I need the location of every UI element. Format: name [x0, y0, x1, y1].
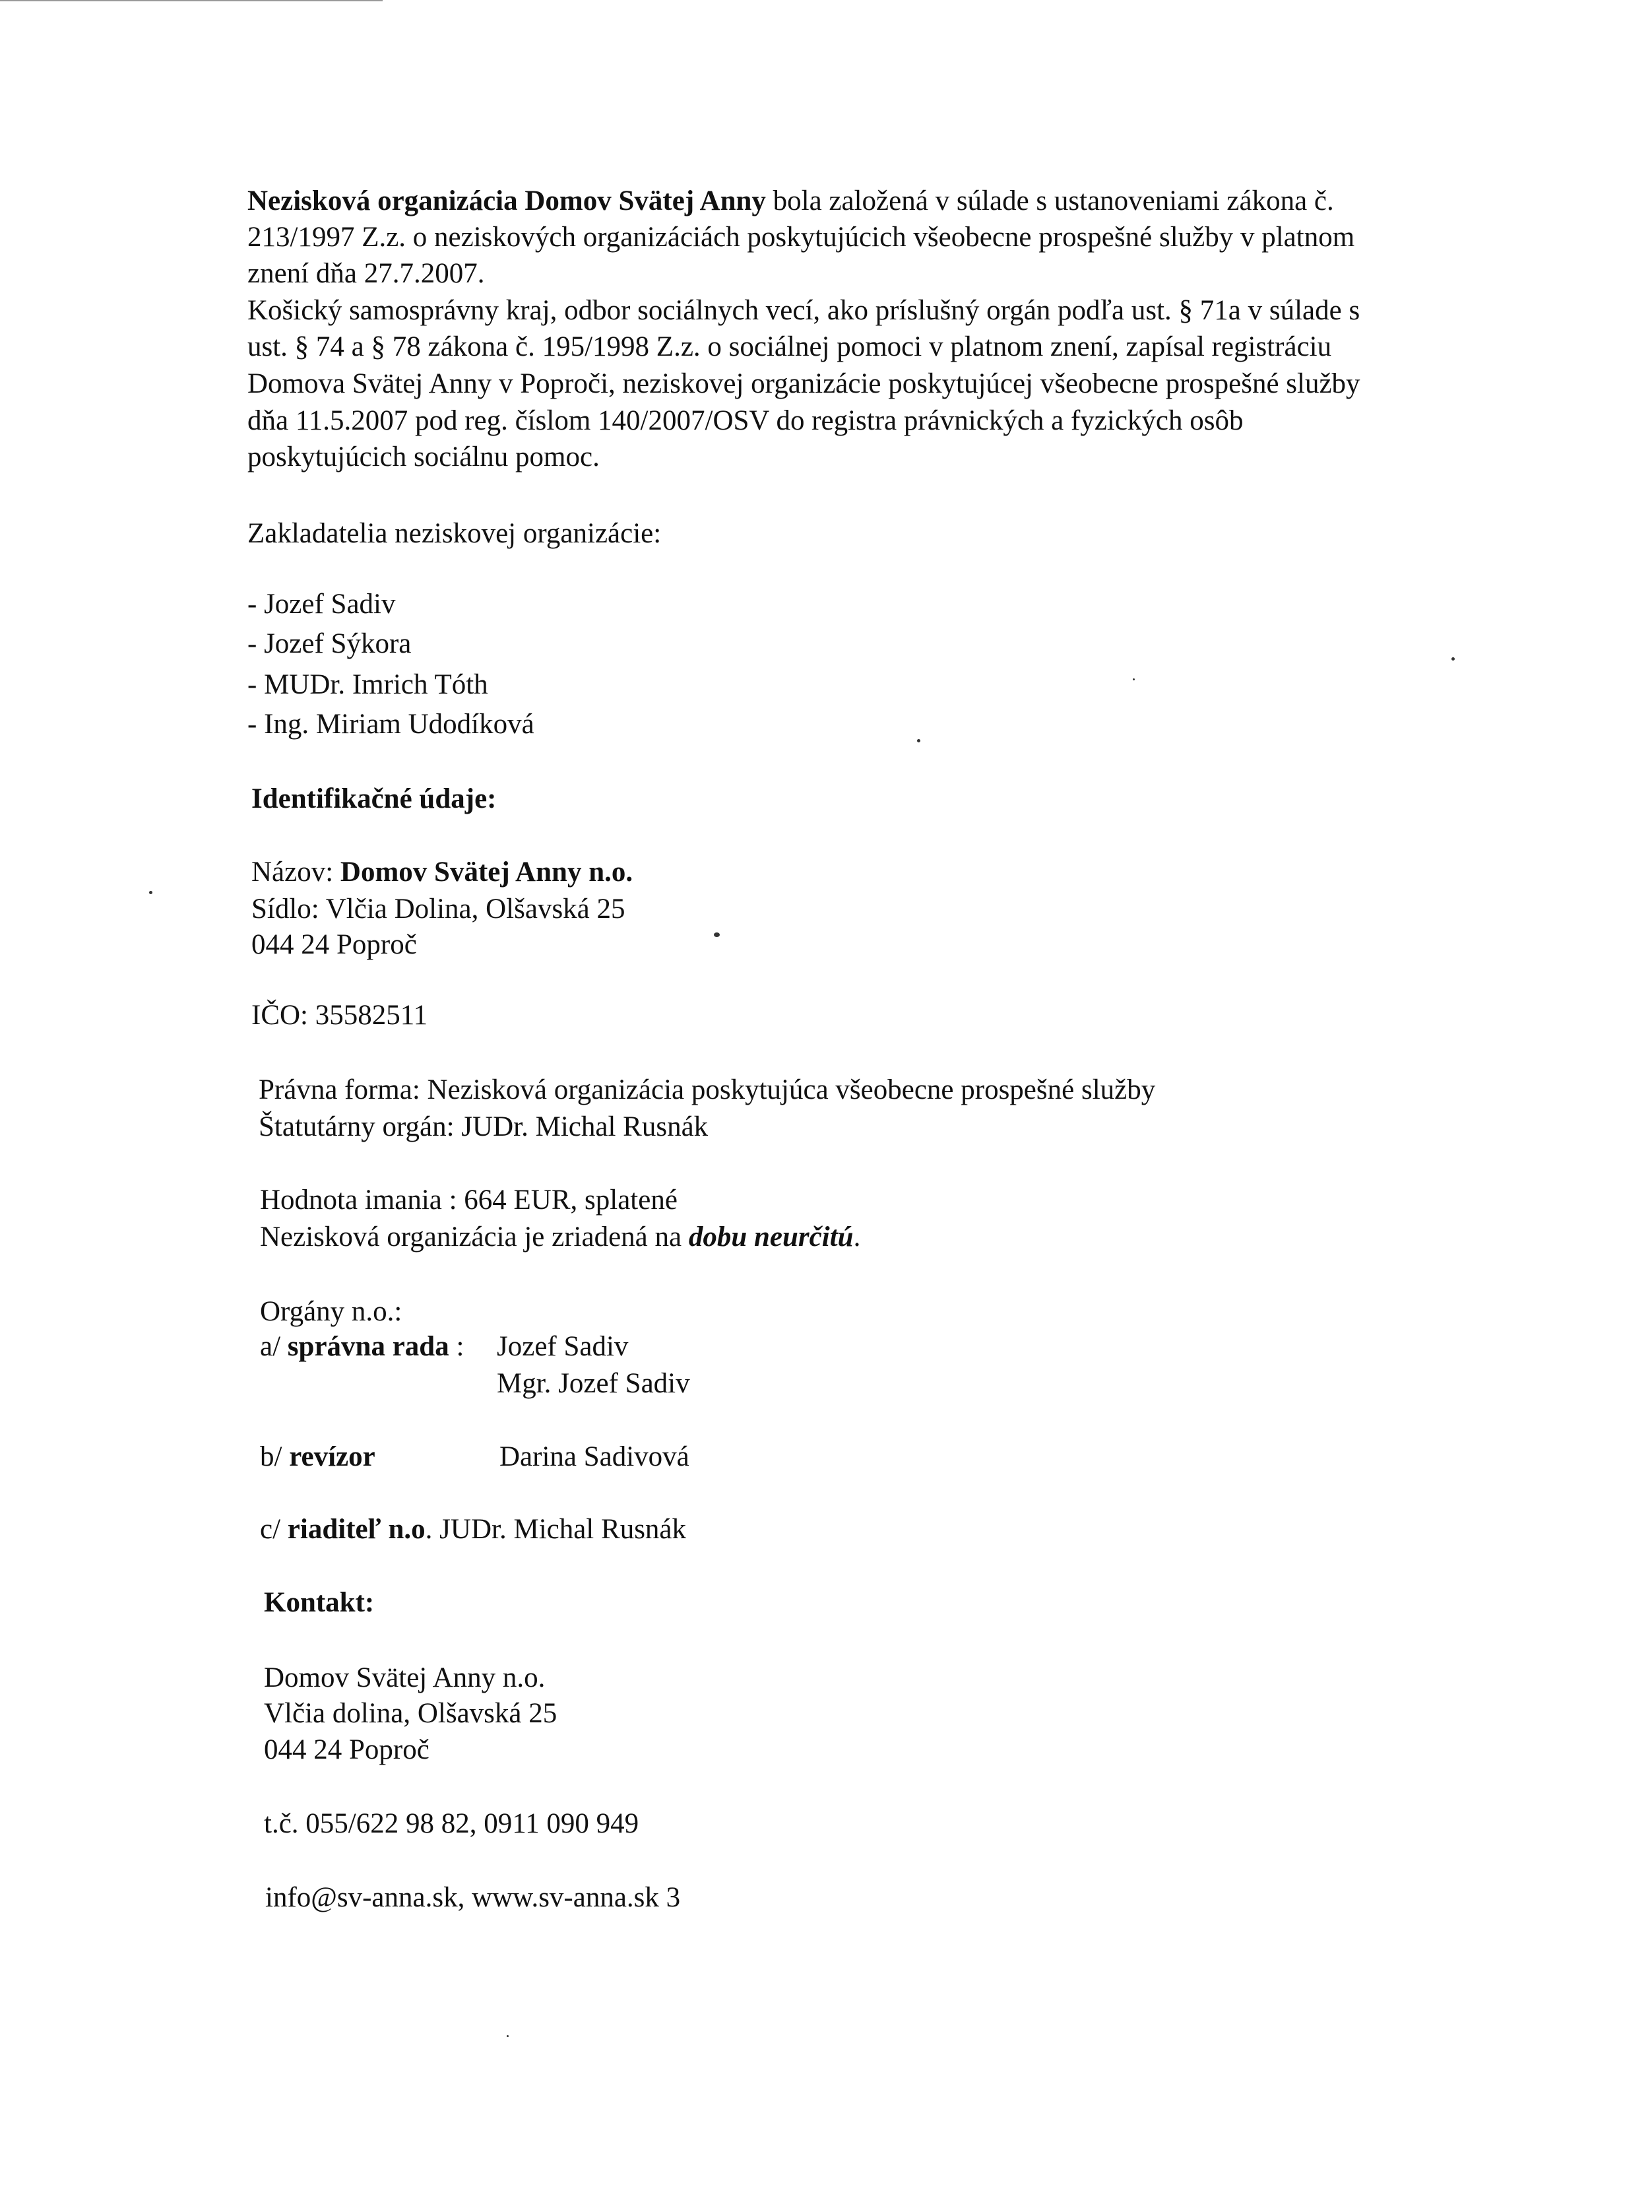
director-line [260, 1513, 686, 1546]
org-name-line [251, 856, 633, 889]
name-value: Domov Svätej Anny n.o. [340, 857, 633, 888]
director-label: riaditeľ n.o [287, 1514, 426, 1545]
scan-speck [917, 739, 920, 742]
org-name-bold: Nezisková organizácia Domov Svätej Anny [247, 185, 766, 216]
duration-line [260, 1221, 860, 1254]
scan-speck [507, 2035, 509, 2037]
director-prefix: c/ [260, 1514, 288, 1545]
contact-web-line [265, 1881, 680, 1914]
intro-line: znení dňa 27.7.2007. [247, 258, 485, 289]
statutory-line: Štatutárny orgán: JUDr. Michal Rusnák [259, 1111, 709, 1142]
contact-phone: t.č. 055/622 98 82, 0911 090 949 [264, 1808, 639, 1839]
contact-name: Domov Svätej Anny n.o. [264, 1662, 546, 1693]
intro-line: dňa 11.5.2007 pod reg. číslom 140/2007/OSV do registra právnických a fyzických osôb [247, 405, 1244, 436]
director-dot: . [425, 1514, 433, 1545]
board-prefix: a/ [260, 1331, 288, 1362]
auditor-member: Darina Sadivová [499, 1441, 689, 1472]
auditor-prefix: b/ [260, 1441, 290, 1472]
scan-speck [1451, 657, 1455, 661]
contact-street: Vlčia dolina, Olšavská 25 [264, 1698, 557, 1729]
founder-item: - Jozef Sadiv [247, 589, 396, 620]
founders-heading: Zakladatelia neziskovej organizácie: [247, 518, 662, 549]
intro-line: Domova Svätej Anny v Poproči, neziskovej organizácie poskytujúcej všeobecne prospešné služby [247, 368, 1360, 399]
bodies-heading: Orgány n.o.: [260, 1296, 402, 1327]
intro-line: poskytujúcich sociálnu pomoc. [247, 441, 600, 472]
duration-prefix: Nezisková organizácia je zriadená na [260, 1221, 689, 1252]
board-sep: : [449, 1331, 464, 1362]
postal-line: 044 24 Poproč [251, 929, 417, 960]
board-member: Jozef Sadiv [497, 1331, 629, 1362]
contact-postal: 044 24 Poproč [264, 1734, 429, 1765]
legal-form-line: Právna forma: Nezisková organizácia poskytujúca všeobecne prospešné služby [259, 1074, 1156, 1105]
board-line [260, 1330, 464, 1363]
intro-line: Košický samosprávny kraj, odbor sociálnych vecí, ako príslušný orgán podľa ust. § 71a v súlade s [247, 295, 1360, 326]
seat-line: Sídlo: Vlčia Dolina, Olšavská 25 [251, 894, 625, 925]
duration-value: dobu neurčitú [688, 1221, 854, 1252]
ico-line: IČO: 35582511 [251, 1000, 428, 1031]
founder-item: - MUDr. Imrich Tóth [247, 669, 488, 700]
intro-line: 213/1997 Z.z. o neziskových organizáciách poskytujúcich všeobecne prospešné služby v platnom [247, 222, 1355, 253]
board-label: správna rada [287, 1331, 449, 1362]
intro-line: ust. § 74 a § 78 zákona č. 195/1998 Z.z. o sociálnej pomoci v platnom znení, zapísal registráciu [247, 331, 1332, 362]
page-number: 3 [666, 1882, 681, 1913]
founder-item: - Ing. Miriam Udodíková [247, 709, 534, 740]
contact-web: info@sv-anna.sk, www.sv-anna.sk [265, 1882, 659, 1913]
director-member: JUDr. Michal Rusnák [432, 1514, 687, 1545]
intro-text: bola založená v súlade s ustanoveniami zákona č. [765, 185, 1334, 216]
duration-suffix: . [853, 1221, 861, 1252]
capital-line: Hodnota imania : 664 EUR, splatené [260, 1185, 678, 1216]
scan-speck [149, 891, 152, 894]
founder-item: - Jozef Sýkora [247, 628, 412, 659]
auditor-label: revízor [289, 1441, 375, 1472]
auditor-line [260, 1441, 375, 1474]
scan-speck [1133, 678, 1135, 680]
scan-speck [714, 932, 720, 937]
identification-heading: Identifikačné údaje: [251, 783, 497, 814]
scan-edge-line [0, 0, 383, 1]
board-member: Mgr. Jozef Sadiv [497, 1368, 690, 1399]
intro-line [247, 185, 1334, 218]
contact-heading: Kontakt: [264, 1587, 375, 1618]
name-label: Názov: [251, 857, 340, 888]
